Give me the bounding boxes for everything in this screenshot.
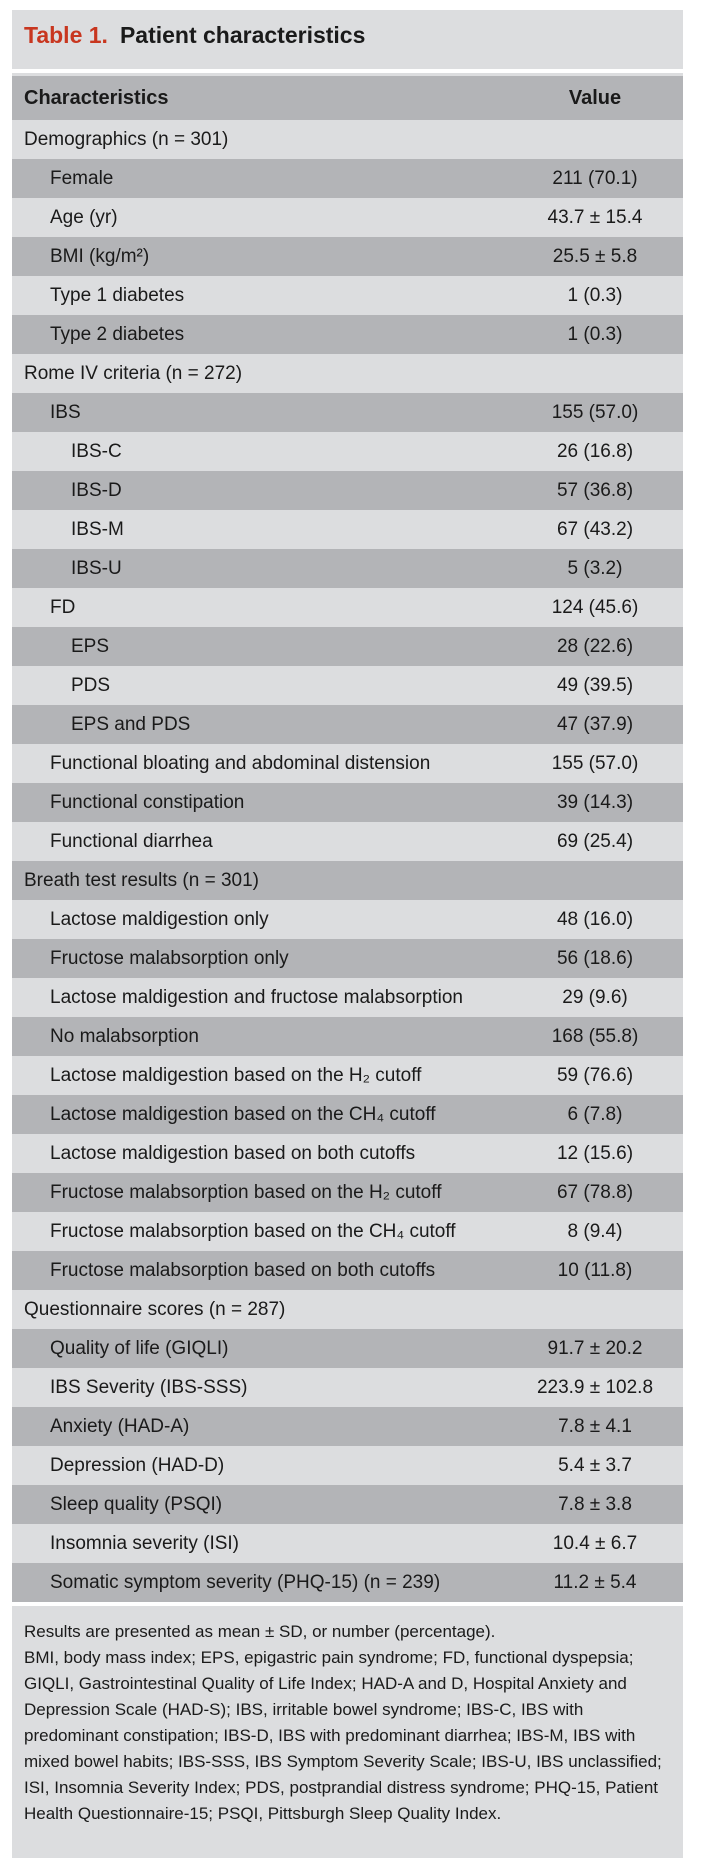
row-value: 25.5 ± 5.8 xyxy=(552,245,638,267)
row-label: Fructose malabsorption only xyxy=(50,947,289,969)
footnote-abbreviations: BMI, body mass index; EPS, epigastric pain syndrome; FD, functional dyspepsia; GIQLI, Gastrointestinal Quality of Life Index; HAD-A and D, Hospital Anxiety and Depression Scale (HAD-S); IBS, irritable bowel syndrome; IBS-C, IBS with predominant constipation; IBS-D, IBS with predominant diarrhea; IBS-M, IBS with mixed bowel habits; IBS-SSS, IBS Symptom Severity Scale; IBS-U, IBS unclassified; ISI, Insomnia Severity Index; PDS, postprandial distress syndrome; PHQ-15, Patient Health Questionnaire-15; PSQI, Pittsburgh Sleep Quality Index. xyxy=(24,1648,662,1823)
row-value: 69 (25.4) xyxy=(556,830,634,852)
row-label: Age (yr) xyxy=(50,206,118,228)
row-value: 47 (37.9) xyxy=(556,713,634,735)
row-label: Rome IV criteria (n = 272) xyxy=(24,362,243,384)
table-row xyxy=(12,1212,683,1251)
row-label: Questionnaire scores (n = 287) xyxy=(24,1298,286,1320)
row-value: 28 (22.6) xyxy=(556,635,634,657)
row-label: EPS xyxy=(71,635,110,657)
row-value: 57 (36.8) xyxy=(556,479,634,501)
row-value: 6 (7.8) xyxy=(567,1103,623,1125)
row-value: 12 (15.6) xyxy=(556,1142,634,1164)
table-row xyxy=(12,1485,683,1524)
row-label: IBS-C xyxy=(71,440,122,462)
row-value: 7.8 ± 3.8 xyxy=(558,1493,632,1515)
row-value: 56 (18.6) xyxy=(556,947,634,969)
table-row xyxy=(12,432,683,471)
row-label: IBS-D xyxy=(71,479,122,501)
row-value: 8 (9.4) xyxy=(567,1220,623,1242)
table-row xyxy=(12,705,683,744)
table-row xyxy=(12,1173,683,1212)
row-value: 211 (70.1) xyxy=(552,167,638,189)
row-label: BMI (kg/m²) xyxy=(50,245,150,267)
row-label: Depression (HAD-D) xyxy=(50,1454,225,1476)
table-row xyxy=(12,588,683,627)
row-value: 10 (11.8) xyxy=(557,1259,633,1281)
row-label: Type 1 diabetes xyxy=(50,284,185,306)
table-row xyxy=(12,198,683,237)
title-divider xyxy=(12,69,683,73)
table-row xyxy=(12,1368,683,1407)
row-value: 29 (9.6) xyxy=(562,986,628,1008)
row-value: 11.2 ± 5.4 xyxy=(553,1571,637,1593)
row-value: 124 (45.6) xyxy=(551,596,639,618)
table-row xyxy=(12,1446,683,1485)
table-row xyxy=(12,276,683,315)
table-row xyxy=(12,900,683,939)
table-row xyxy=(12,1251,683,1290)
row-value: 59 (76.6) xyxy=(556,1064,634,1086)
table-row xyxy=(12,1095,683,1134)
row-value: 48 (16.0) xyxy=(556,908,634,930)
row-label: Somatic symptom severity (PHQ-15) (n = 239) xyxy=(50,1571,441,1593)
footnote-statistics: Results are presented as mean ± SD, or number (percentage). xyxy=(24,1622,496,1641)
table-row xyxy=(12,783,683,822)
table-row xyxy=(12,978,683,1017)
table-row xyxy=(12,315,683,354)
table-header-row xyxy=(12,76,683,120)
row-label: Functional diarrhea xyxy=(50,830,213,852)
row-value: 223.9 ± 102.8 xyxy=(536,1376,654,1398)
table-row xyxy=(12,627,683,666)
row-value: 1 (0.3) xyxy=(567,323,623,345)
row-value: 91.7 ± 20.2 xyxy=(547,1337,643,1359)
row-label: Lactose maldigestion and fructose malabsorption xyxy=(50,986,463,1008)
table-row xyxy=(12,1407,683,1446)
row-label: Lactose maldigestion based on both cutoffs xyxy=(50,1142,416,1164)
table-row xyxy=(12,666,683,705)
table-row xyxy=(12,822,683,861)
row-label: FD xyxy=(50,596,76,618)
row-label: Anxiety (HAD-A) xyxy=(50,1415,190,1437)
header-characteristics: Characteristics xyxy=(24,86,169,109)
row-label: Type 2 diabetes xyxy=(50,323,185,345)
row-label: Insomnia severity (ISI) xyxy=(50,1532,239,1554)
row-value: 5 (3.2) xyxy=(567,557,623,579)
row-value: 67 (43.2) xyxy=(556,518,634,540)
table-label: Table 1. xyxy=(24,21,108,48)
row-label: Functional bloating and abdominal distension xyxy=(50,752,431,774)
row-value: 49 (39.5) xyxy=(556,674,634,696)
row-label: IBS-M xyxy=(71,518,124,540)
row-label: Lactose maldigestion based on the H₂ cutoff xyxy=(50,1064,422,1086)
table-row xyxy=(12,939,683,978)
table-body xyxy=(12,120,683,1602)
row-value: 155 (57.0) xyxy=(551,752,639,774)
row-label: EPS and PDS xyxy=(71,713,191,735)
row-label: Demographics (n = 301) xyxy=(24,128,229,150)
row-value: 5.4 ± 3.7 xyxy=(558,1454,632,1476)
table-row xyxy=(12,510,683,549)
table-title: Patient characteristics xyxy=(119,21,366,48)
row-label: Sleep quality (PSQI) xyxy=(50,1493,223,1515)
header-value: Value xyxy=(568,86,622,109)
table-row xyxy=(12,1524,683,1563)
row-value: 10.4 ± 6.7 xyxy=(552,1532,638,1554)
table-row xyxy=(12,744,683,783)
row-label: IBS-U xyxy=(71,557,122,579)
row-value: 26 (16.8) xyxy=(556,440,634,462)
row-label: No malabsorption xyxy=(50,1025,199,1047)
row-value: 67 (78.8) xyxy=(556,1181,634,1203)
table-footnotes xyxy=(12,1602,683,1827)
row-value: 168 (55.8) xyxy=(551,1025,639,1047)
table-section-row xyxy=(12,354,683,393)
row-label: Fructose malabsorption based on the H₂ cutoff xyxy=(50,1181,442,1203)
table-section-row xyxy=(12,1290,683,1329)
table-row xyxy=(12,1329,683,1368)
table-row xyxy=(12,1017,683,1056)
row-label: Female xyxy=(50,167,114,189)
table-row xyxy=(12,549,683,588)
row-label: Breath test results (n = 301) xyxy=(24,869,259,891)
table-row xyxy=(12,1563,683,1602)
table-row xyxy=(12,1056,683,1095)
table-title-bar xyxy=(12,10,683,60)
row-value: 1 (0.3) xyxy=(567,284,623,306)
table-row xyxy=(12,471,683,510)
table-row xyxy=(12,237,683,276)
row-label: Fructose malabsorption based on both cutoffs xyxy=(50,1259,436,1281)
row-label: Functional constipation xyxy=(50,791,245,813)
row-label: Quality of life (GIQLI) xyxy=(50,1337,229,1359)
table-row xyxy=(12,159,683,198)
table-section-row xyxy=(12,861,683,900)
row-label: IBS Severity (IBS-SSS) xyxy=(50,1376,248,1398)
row-value: 155 (57.0) xyxy=(551,401,639,423)
row-label: Fructose malabsorption based on the CH₄ cutoff xyxy=(50,1220,456,1242)
table-section-row xyxy=(12,120,683,159)
row-value: 43.7 ± 15.4 xyxy=(547,206,643,228)
row-value: 39 (14.3) xyxy=(556,791,634,813)
row-label: Lactose maldigestion based on the CH₄ cutoff xyxy=(50,1103,436,1125)
table-row xyxy=(12,393,683,432)
row-label: PDS xyxy=(71,674,111,696)
table-panel xyxy=(12,10,683,1858)
row-value: 7.8 ± 4.1 xyxy=(558,1415,632,1437)
row-label: Lactose maldigestion only xyxy=(50,908,269,930)
row-label: IBS xyxy=(50,401,81,423)
table-row xyxy=(12,1134,683,1173)
